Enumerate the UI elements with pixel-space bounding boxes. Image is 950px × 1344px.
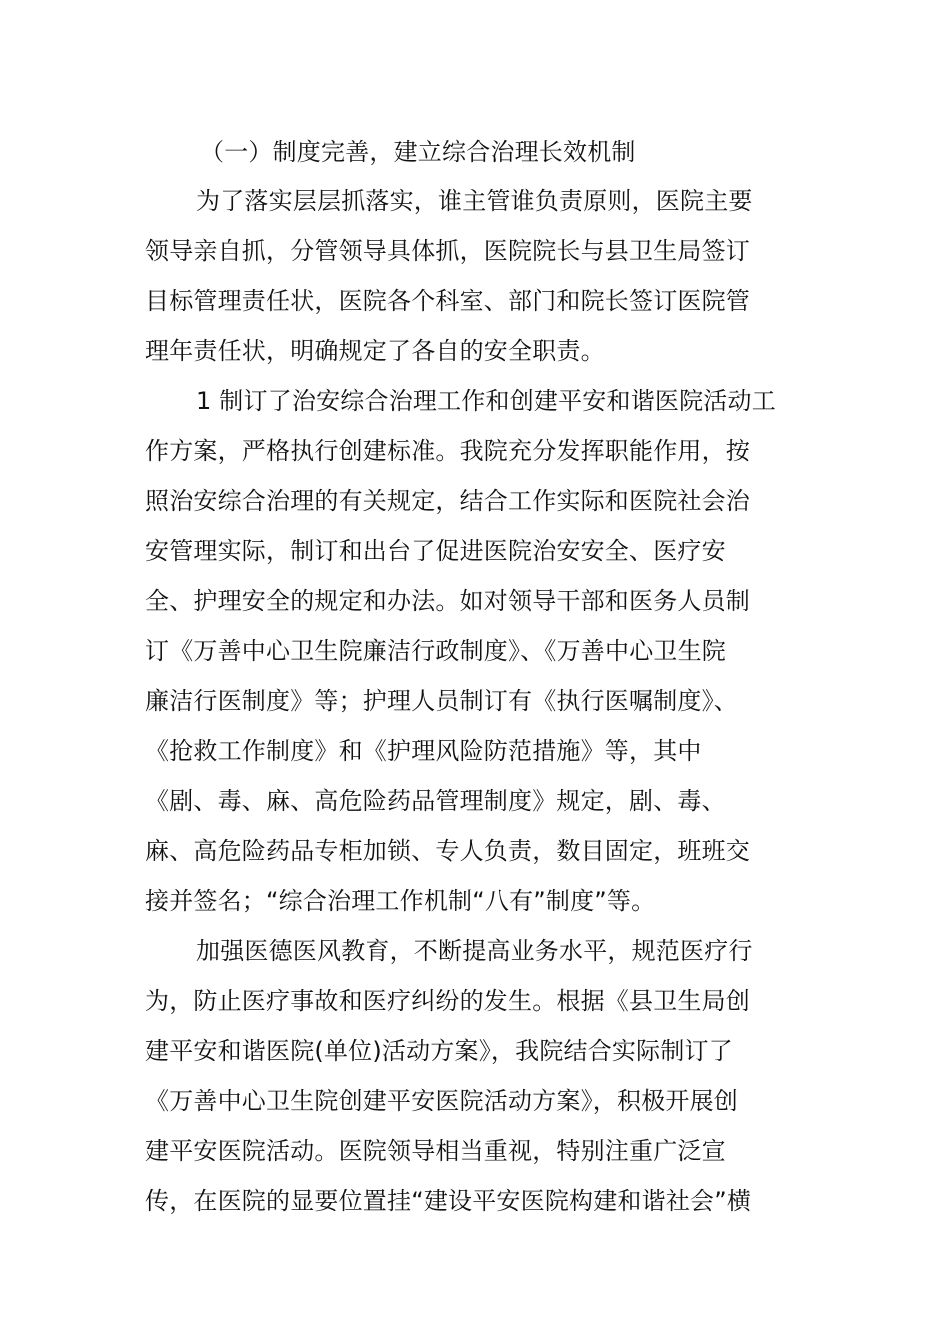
- paragraph-line: 理年责任状，明确规定了各自的安全职责。: [145, 337, 605, 365]
- paragraph-line: 为了落实层层抓落实，谁主管谁负责原则，医院主要: [196, 187, 753, 215]
- paragraph-line: 订《万善中心卫生院廉洁行政制度》、《万善中心卫生院: [145, 637, 726, 665]
- paragraph-line: 建平安和谐医院(单位)活动方案》，我院结合实际制订了: [145, 1037, 733, 1065]
- paragraph-line: 《万善中心卫生院创建平安医院活动方案》，积极开展创: [145, 1087, 738, 1115]
- paragraph-line: 《剧、毒、麻、高危险药品管理制度》规定，剧、毒、: [145, 787, 726, 815]
- paragraph-line: 目标管理责任状，医院各个科室、部门和院长签订医院管: [145, 287, 750, 315]
- paragraph-line: 全、护理安全的规定和办法。如对领导干部和医务人员制: [145, 587, 750, 615]
- paragraph-line: 照治安综合治理的有关规定，结合工作实际和医院社会治: [145, 487, 750, 515]
- paragraph-line: 传，在医院的显要位置挂“建设平安医院构建和谐社会”横: [145, 1187, 752, 1215]
- paragraph-line: 为，防止医疗事故和医疗纠纷的发生。根据《县卫生局创: [145, 987, 750, 1015]
- section-heading: （一）制度完善，建立综合治理长效机制: [200, 138, 636, 166]
- paragraph-line: 1 制订了治安综合治理工作和创建平安和谐医院活动工: [196, 387, 776, 415]
- paragraph-line: 作方案，严格执行创建标准。我院充分发挥职能作用，按: [145, 437, 750, 465]
- paragraph-line: 安管理实际，制订和出台了促进医院治安安全、医疗安: [145, 537, 726, 565]
- paragraph-line: 《抢救工作制度》和《护理风险防范措施》等，其中: [145, 737, 702, 765]
- paragraph-line: 加强医德医风教育，不断提高业务水平，规范医疗行: [196, 937, 753, 965]
- paragraph-line: 接并签名；“综合治理工作机制“八有”制度”等。: [145, 887, 656, 915]
- paragraph-line: 建平安医院活动。医院领导相当重视，特别注重广泛宣: [145, 1137, 726, 1165]
- paragraph-line: 廉洁行医制度》等；护理人员制订有《执行医嘱制度》、: [145, 687, 738, 715]
- paragraph-line: 领导亲自抓，分管领导具体抓，医院院长与县卫生局签订: [145, 237, 750, 265]
- paragraph-line: 麻、高危险药品专柜加锁、专人负责，数目固定，班班交: [145, 837, 750, 865]
